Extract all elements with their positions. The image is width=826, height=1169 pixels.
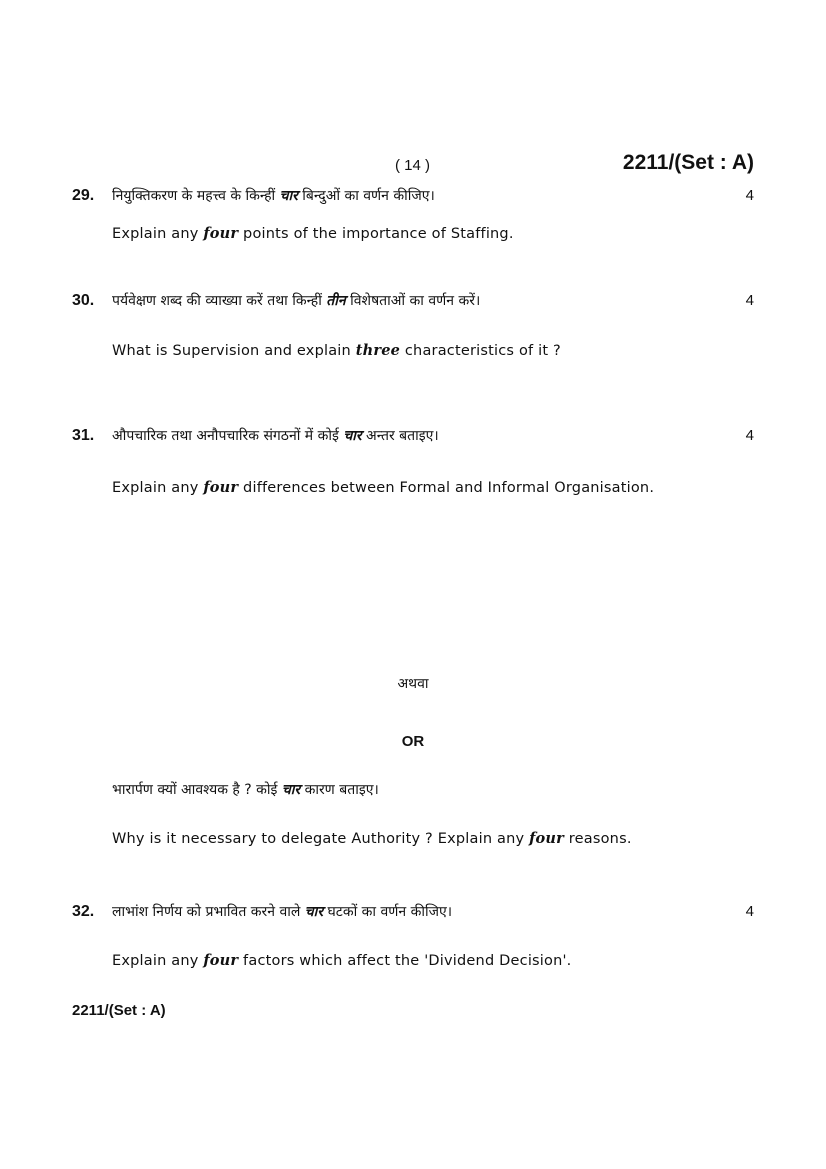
paper-code-header: 2211/(Set : A)	[622, 151, 754, 174]
text-segment: Explain any	[112, 226, 204, 242]
emphasis: four	[529, 830, 564, 847]
question-29-english	[112, 225, 514, 242]
text-segment: differences between Formal and Informal Organisation.	[238, 480, 655, 496]
text-segment: घटकों का वर्णन कीजिए।	[323, 904, 453, 920]
text-segment: Why is it necessary to delegate Authority ? Explain any	[112, 831, 530, 847]
question-32-english	[112, 952, 571, 969]
page-number: ( 14 )	[395, 157, 431, 174]
text-segment: कारण बताइए।	[300, 782, 379, 798]
text-segment: Explain any	[112, 480, 204, 496]
question-31-english	[112, 479, 654, 496]
text-segment: points of the importance of Staffing.	[238, 226, 514, 242]
emphasis: चार	[304, 904, 324, 920]
text-segment: विशेषताओं का वर्णन करें।	[345, 293, 481, 309]
question-31-hindi	[112, 426, 439, 445]
emphasis: तीन	[326, 293, 346, 309]
question-30-marks: 4	[745, 292, 754, 309]
question-number-31: 31.	[72, 427, 95, 444]
or-divider-english: OR	[401, 733, 425, 750]
text-segment: औपचारिक तथा अनौपचारिक संगठनों में कोई	[112, 428, 344, 444]
emphasis: four	[203, 952, 239, 969]
question-number-30: 30.	[72, 292, 95, 309]
question-32-hindi	[112, 902, 452, 921]
question-number-32: 32.	[72, 903, 95, 920]
text-segment: अन्तर बताइए।	[361, 428, 439, 444]
question-number-29: 29.	[72, 187, 95, 204]
question-31-marks: 4	[745, 427, 754, 444]
question-31-alt-hindi	[112, 780, 379, 799]
text-segment: नियुक्तिकरण के महत्त्व के किन्हीं	[112, 188, 280, 204]
text-segment: बिन्दुओं का वर्णन कीजिए।	[297, 188, 435, 204]
emphasis: चार	[343, 428, 362, 444]
text-segment: characteristics of it ?	[400, 343, 561, 359]
text-segment: भारार्पण क्यों आवश्यक है ? कोई	[112, 782, 282, 798]
text-segment: factors which affect the 'Dividend Decision'.	[238, 953, 572, 969]
text-segment: What is Supervision and explain	[112, 343, 356, 359]
text-segment: लाभांश निर्णय को प्रभावित करने वाले	[112, 904, 305, 920]
question-31-alt-english	[112, 830, 632, 847]
emphasis: four	[203, 225, 239, 242]
emphasis: चार	[281, 782, 301, 798]
text-segment: Explain any	[112, 953, 204, 969]
emphasis: three	[355, 342, 401, 359]
question-32-marks: 4	[745, 903, 754, 920]
question-30-english	[112, 342, 561, 359]
emphasis: four	[203, 479, 239, 496]
question-29-hindi	[112, 186, 435, 205]
emphasis: चार	[279, 188, 298, 204]
or-divider-hindi: अथवा	[397, 676, 429, 692]
question-29-marks: 4	[745, 187, 754, 204]
question-30-hindi	[112, 291, 480, 310]
text-segment: reasons.	[564, 831, 632, 847]
text-segment: पर्यवेक्षण शब्द की व्याख्या करें तथा किन्हीं	[112, 293, 327, 309]
paper-code-footer: 2211/(Set : A)	[72, 1002, 166, 1019]
